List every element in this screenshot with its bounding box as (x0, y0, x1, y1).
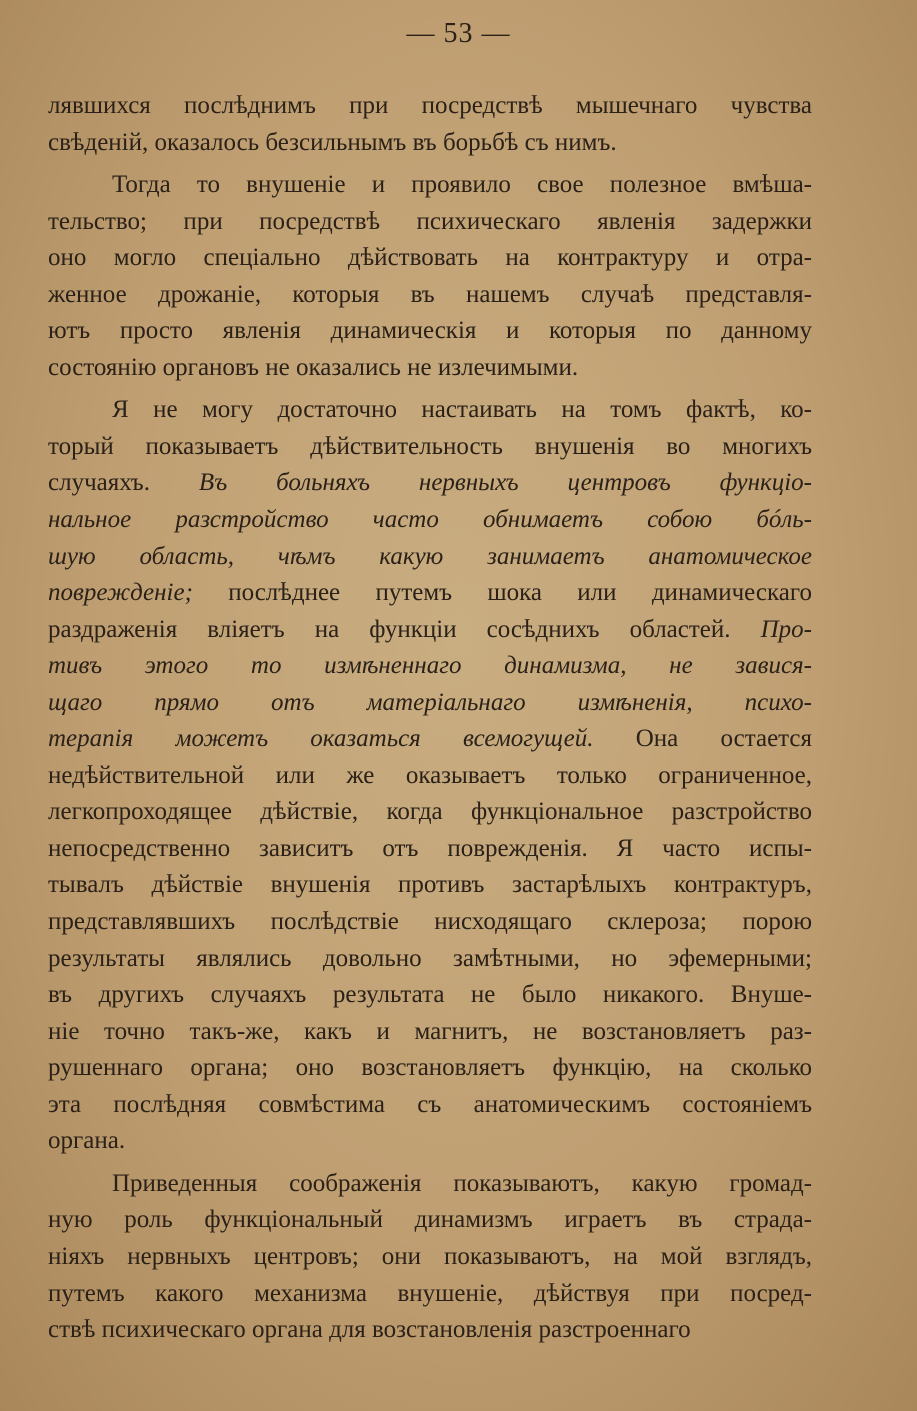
text-run: непосредственно зависитъ отъ поврежденія. Я часто испы- (48, 834, 812, 862)
italic-text: щаго прямо отъ матеріальнаго измѣненія, психо- (48, 688, 812, 716)
italic-text: шую область, чѣмъ какую занимаетъ анатомическое (48, 542, 812, 570)
text-line (48, 125, 812, 162)
text-line (48, 1239, 812, 1276)
text-line (48, 612, 812, 649)
text-run: рушеннаго органа; оно возстановляетъ функцію, на сколько (48, 1054, 812, 1082)
text-line (48, 758, 812, 795)
text-line (48, 685, 812, 722)
text-run: ніяхъ нервныхъ центровъ; они показываютъ, на мой взглядъ, (48, 1242, 812, 1270)
text-line (48, 1202, 812, 1239)
paragraph (48, 1166, 812, 1349)
text-line (48, 277, 812, 314)
text-run: въ другихъ случаяхъ результата не было никакого. Внуше- (48, 981, 812, 1009)
text-line (48, 1014, 812, 1051)
text-line (48, 240, 812, 277)
text-line (48, 313, 812, 350)
body-text (48, 88, 812, 1349)
text-run: ствѣ психическаго органа для возстановленія разстроеннаго (48, 1316, 691, 1344)
paragraph (48, 392, 812, 1159)
text-run: случаяхъ. (48, 469, 199, 497)
text-run: Она остается (593, 725, 813, 753)
text-run: представлявшихъ послѣдствіе нисходящаго склероза; порою (48, 908, 812, 936)
text-run: результаты являлись довольно замѣтными, но эфемерными; (48, 944, 812, 972)
page-number: — 53 — (406, 18, 511, 49)
text-run: торый показываетъ дѣйствительность внушенія во многихъ (48, 432, 812, 460)
text-run: раздраженія вліяетъ на функціи сосѣднихъ областей. (48, 615, 761, 643)
text-run: женное дрожаніе, которыя въ нашемъ случаѣ представля- (48, 280, 812, 308)
italic-text: Въ больняхъ нервныхъ центровъ функціо- (198, 469, 813, 497)
text-line (48, 502, 812, 539)
text-line (48, 1087, 812, 1124)
text-line (48, 575, 812, 612)
text-line (48, 204, 812, 241)
text-line (48, 977, 812, 1014)
text-run: Тогда то внушеніе и проявило свое полезное вмѣша- (112, 171, 812, 199)
text-run: послѣднее путемъ шока или динамическаго (192, 579, 812, 607)
text-line (48, 867, 812, 904)
italic-text: нальное разстройство часто обнимаетъ собою бóль- (48, 506, 812, 534)
text-run: Я не могу достаточно настаивать на томъ фактѣ, ко- (112, 396, 812, 424)
paragraph (48, 167, 812, 386)
text-line (48, 721, 812, 758)
text-run: ютъ просто явленія динамическія и которыя по данному (48, 317, 812, 345)
text-line (48, 1123, 812, 1160)
text-run: оно могло спеціально дѣйствовать на контрактуру и отра- (48, 244, 812, 272)
italic-text: Про- (760, 615, 812, 643)
text-line (48, 465, 812, 502)
text-line (48, 1166, 812, 1203)
text-line (48, 1312, 812, 1349)
text-line (48, 904, 812, 941)
text-run: ную роль функціональный динамизмъ играетъ въ страда- (48, 1206, 812, 1234)
text-run: органа. (48, 1127, 126, 1155)
text-line (48, 1050, 812, 1087)
text-run: тывалъ дѣйствіе внушенія противъ застарѣлыхъ контрактуръ, (48, 871, 812, 899)
text-line (48, 831, 812, 868)
text-run: легкопроходящее дѣйствіе, когда функціональное разстройство (48, 798, 812, 826)
text-line (48, 794, 812, 831)
text-run: ніе точно такъ-же, какъ и магнитъ, не возстановляетъ раз- (48, 1017, 812, 1045)
italic-text: тивъ этого то измѣненнаго динамизма, не завися- (48, 652, 812, 680)
text-line (48, 539, 812, 576)
italic-text: терапія можетъ оказаться всемогущей. (48, 725, 594, 753)
text-line (48, 648, 812, 685)
text-run: состоянію органовъ не оказались не излечимыми. (48, 353, 579, 381)
text-run: эта послѣдняя совмѣстима съ анатомическимъ состояніемъ (48, 1090, 812, 1118)
text-line (48, 350, 812, 387)
text-line (48, 88, 812, 125)
text-line (48, 1276, 812, 1313)
text-run: Приведенныя соображенія показываютъ, какую громад- (112, 1169, 812, 1197)
text-run: путемъ какого механизма внушеніе, дѣйствуя при посред- (48, 1279, 812, 1307)
text-line (48, 392, 812, 429)
text-run: тельство; при посредствѣ психическаго явленія задержки (48, 207, 812, 235)
text-line (48, 941, 812, 978)
text-run: недѣйствительной или же оказываетъ только ограниченное, (48, 761, 812, 789)
text-line (48, 167, 812, 204)
text-line (48, 429, 812, 466)
italic-text: поврежденіе; (48, 579, 193, 607)
text-run: лявшихся послѣднимъ при посредствѣ мышечнаго чувства (48, 92, 812, 119)
paragraph (48, 88, 812, 161)
text-run: свѣденій, оказалось безсильнымъ въ борьбѣ съ нимъ. (48, 128, 617, 156)
